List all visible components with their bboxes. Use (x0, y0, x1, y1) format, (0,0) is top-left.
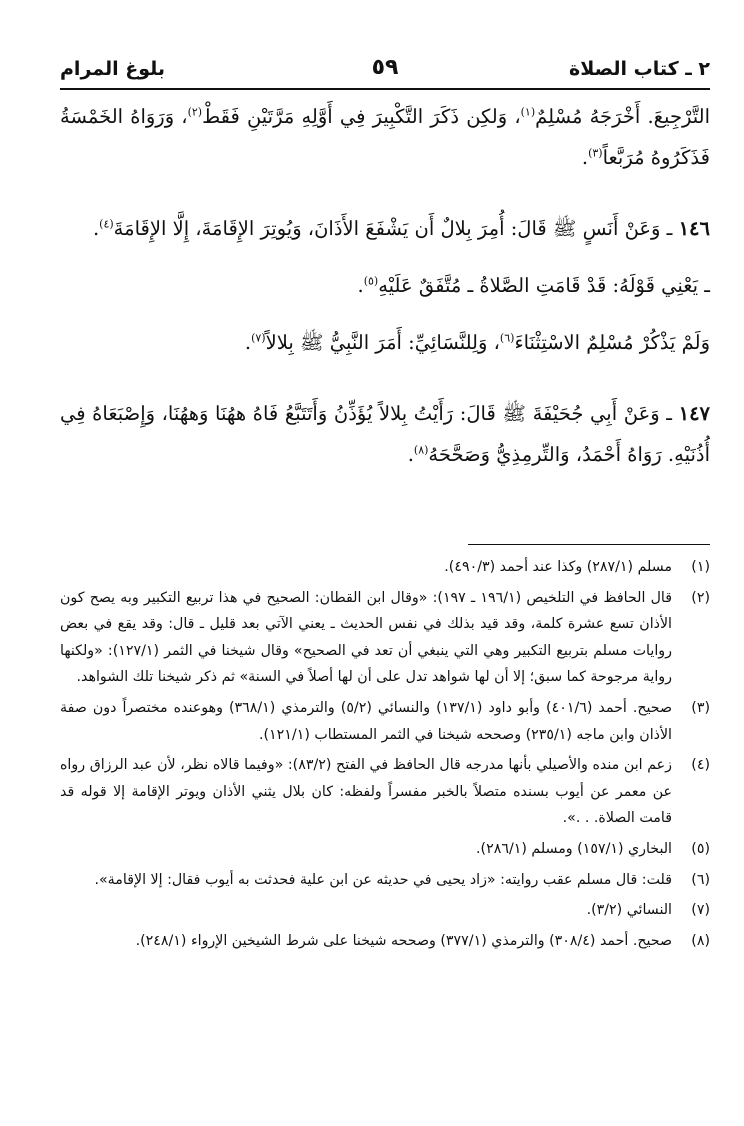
footnote-ref-4[interactable]: (٤) (99, 217, 114, 231)
hadith-number: ١٤٦ (678, 217, 710, 240)
footnote-text: قلت: قال مسلم عقب روايته: «زاد يحيى في حديثه عن ابن علية فحدثت به أيوب فقال: إلا الإقامة». (94, 871, 672, 888)
footnote (60, 585, 710, 691)
footnote-number: (٦) (691, 871, 710, 888)
footnote-ref-2[interactable]: (٢) (187, 105, 203, 119)
footnote-ref-1[interactable]: (١) (520, 105, 536, 119)
footnote (60, 752, 710, 832)
footnotes (60, 554, 710, 958)
footnote-number: (٧) (691, 902, 710, 919)
main-text (60, 96, 710, 475)
hadith-147: ١٤٧ ـ وَعَنْ أَبِي جُحَيْفَةَ ﷺ قَالَ: رَأَيْتُ بِلالاً يُؤَذِّنُ وَأَتَتَبَّعُ فَاهُ ههُنَا وَههُنَا، وَإِصْبَعَاهُ فِي أُذُنَيْهِ. رَوَاهُ أَحْمَدُ، وَالتِّرمِذِيُّ وَصَحَّحَهُ$^{(٨)}$. (60, 402, 711, 466)
book-page (60, 52, 710, 1092)
paragraph-tarji: التَّرْجِيعَ. أَخْرَجَهُ مُسْلِمٌ$^{(١)}$، وَلكِن ذَكَرَ التَّكْبِيرَ فِي أَوَّلِهِ مَرَّتَيْنِ فَقَطْ$^{(٢)}$، وَرَوَاهُ الخَمْسَةُ فَذَكَرُوهُ مُرَبَّعاً$^{(٣)}$. (60, 105, 710, 169)
footnote-ref-3[interactable]: (٣) (588, 146, 603, 160)
footnote-text: البخاري (١٥٧/١) ومسلم (٢٨٦/١). (476, 840, 672, 857)
footnote-number: (٨) (691, 932, 710, 949)
footnote-text: صحيح. أحمد (٤٠١/٦) وأبو داود (١٣٧/١) والنسائي (٥/٢) والترمذي (٣٦٨/١) وهوعنده مختصراً دون صفة الأذان وابن ماجه (٢٣٥/١) وصححه شيخنا في الثمر المستطاب (١٢١/١). (60, 699, 672, 743)
footnote-ref-8[interactable]: (٨) (413, 443, 429, 457)
footnote-ref-6[interactable]: (٦) (499, 331, 515, 345)
chapter-title: ٢ ـ كتاب الصلاة (569, 58, 710, 80)
paragraph-nasai: وَلَمْ يَذْكُرْ مُسْلِمٌ الاسْتِثْنَاءَ$^{(٦)}$، وَلِلنَّسَائِيِّ: أَمَرَ النَّبِيُّ ﷺ بِلالاً$^{(٧)}$. (244, 331, 710, 354)
footnote-text: مسلم (٢٨٧/١) وكذا عند أحمد (٤٩٠/٣). (444, 559, 672, 575)
page-number: ٥٩ (371, 55, 399, 80)
footnote (60, 554, 710, 581)
footnote (60, 695, 710, 748)
footnote (60, 836, 710, 863)
footnote-number: (٥) (691, 840, 710, 857)
paragraph-qad-qamat: ـ يَعْنِي قَوْلَهُ: قَدْ قَامَتِ الصَّلاةُ ـ مُتَّفَقٌ عَلَيْهِ$^{(٥)}$. (357, 274, 710, 297)
footnote (60, 897, 710, 924)
footnote (60, 928, 710, 955)
footnote-number: (١) (691, 559, 710, 575)
footnote-number: (٣) (691, 699, 710, 716)
footnote-text: زعم ابن منده والأصيلي بأنها مدرجه قال الحافظ في الفتح (٨٣/٢): «وفيما قالاه نظر، لأن عبد الرزاق رواه عن معمر عن أيوب بسنده متصلاً بالخبر مفسراً ولفظه: كان بلال يثني الأذان ويوتر الإقامة إلا قوله قد قامت الصلاة. . .». (60, 757, 672, 827)
footnote-ref-5[interactable]: (٥) (363, 274, 379, 288)
book-title: بلوغ المرام (60, 58, 166, 80)
footnote-ref-7[interactable]: (٧) (251, 331, 266, 345)
footnote-divider (468, 544, 710, 545)
hadith-number: ١٤٧ (678, 402, 711, 425)
page-header (60, 52, 710, 90)
footnote-text: قال الحافظ في التلخيص (١٩٦/١ ـ ١٩٧): «وقال ابن القطان: الصحيح في هذا تربيع التكبير وبه يصح كون الأذان تسع عشرة كلمة، وقد قيد بذلك في نفس الحديث ـ يعني الآتي بعد قليل ـ قال: وقد يقع في بعض روايات مسلم بتربيع التكبير وهي التي ينبغي أن تعد في الصحيح» وقال شيخنا في الثمر (١٢٧/١): «ولكنها رواية مرجوحة كما سبق؛ إلا أن لها شواهد تدل على أن لها أصلاً في السنة» ثم ذكر شيخنا تلك الشواهد. (60, 589, 672, 686)
hadith-146: ١٤٦ ـ وَعَنْ أَنَسٍ ﷺ قَالَ: أُمِرَ بِلالٌ أَن يَشْفَعَ الأَذَانَ، وَيُوتِرَ الإِقَامَةَ، إِلَّا الإِقَامَةَ$^{(٤)}$. (92, 217, 710, 240)
footnote (60, 867, 710, 894)
footnote-number: (٤) (691, 757, 710, 774)
footnote-text: صحيح. أحمد (٣٠٨/٤) والترمذي (٣٧٧/١) وصححه شيخنا على شرط الشيخين الإرواء (٢٤٨/١). (135, 932, 672, 949)
footnote-number: (٢) (691, 589, 710, 606)
footnote-text: النسائي (٣/٢). (586, 902, 672, 919)
